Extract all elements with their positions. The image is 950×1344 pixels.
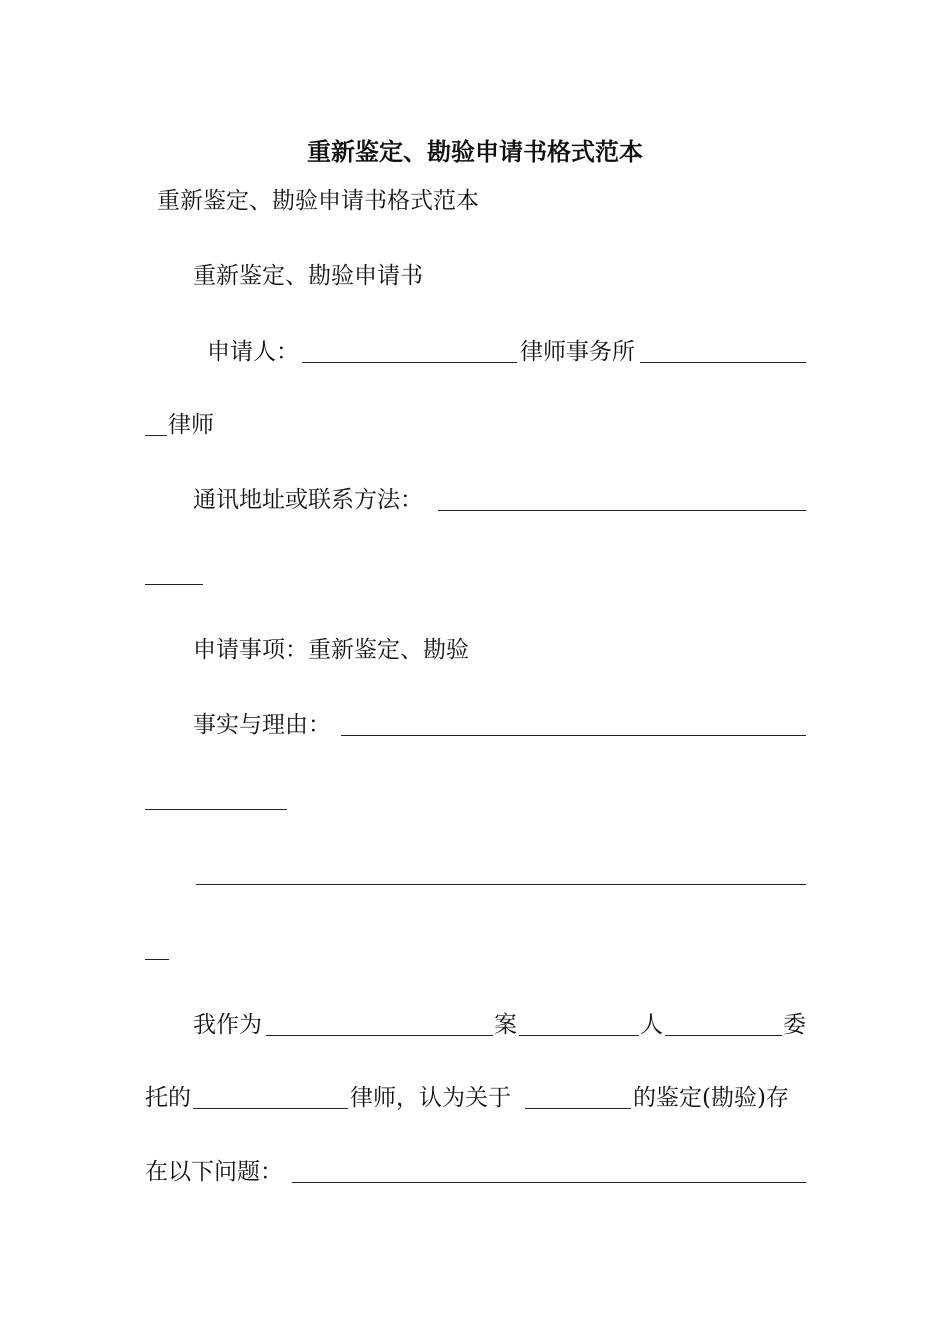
facts-blank-cont[interactable] — [145, 809, 287, 810]
para-appraisal-exists: 的鉴定(勘验)存 — [633, 1085, 789, 1111]
document-subtitle: 重新鉴定、勘验申请书格式范本 — [157, 188, 479, 214]
form-heading: 重新鉴定、勘验申请书 — [193, 263, 423, 289]
appraisal-subject-blank[interactable] — [525, 1108, 631, 1109]
applicant-name-blank[interactable] — [302, 362, 517, 363]
facts-blank[interactable] — [341, 735, 806, 736]
case-name-blank[interactable] — [266, 1035, 493, 1036]
contact-label: 通讯地址或联系方法： — [193, 487, 423, 513]
para-tuo-de: 托的 — [145, 1085, 191, 1111]
para-i-as: 我作为 — [193, 1012, 262, 1038]
applicant-label: 申请人： — [207, 339, 299, 365]
matter-line: 申请事项：重新鉴定、勘验 — [193, 637, 469, 663]
party-name-blank[interactable] — [665, 1035, 782, 1036]
problems-blank[interactable] — [292, 1182, 806, 1183]
law-firm-label: 律师事务所 — [520, 339, 635, 365]
party-role-blank[interactable] — [519, 1035, 639, 1036]
para-case: 案 — [494, 1012, 517, 1038]
lawyer-label: 律师 — [168, 412, 214, 438]
facts-blank-line-2-cont[interactable] — [145, 959, 169, 960]
lawyer-name-blank[interactable] — [640, 362, 806, 363]
para-lawyer-think: 律师，认为关于 — [350, 1085, 511, 1111]
para-wei: 委 — [783, 1012, 806, 1038]
facts-label: 事实与理由： — [193, 712, 331, 738]
para-problems: 在以下问题： — [145, 1159, 283, 1185]
contact-blank-cont[interactable] — [145, 584, 203, 585]
document-title: 重新鉴定、勘验申请书格式范本 — [307, 137, 643, 166]
facts-blank-line-2[interactable] — [196, 884, 806, 885]
lawyer-blank[interactable] — [193, 1108, 348, 1109]
contact-blank[interactable] — [438, 510, 806, 511]
para-person: 人 — [640, 1012, 663, 1038]
lawyer-name-blank-cont[interactable] — [145, 435, 167, 436]
